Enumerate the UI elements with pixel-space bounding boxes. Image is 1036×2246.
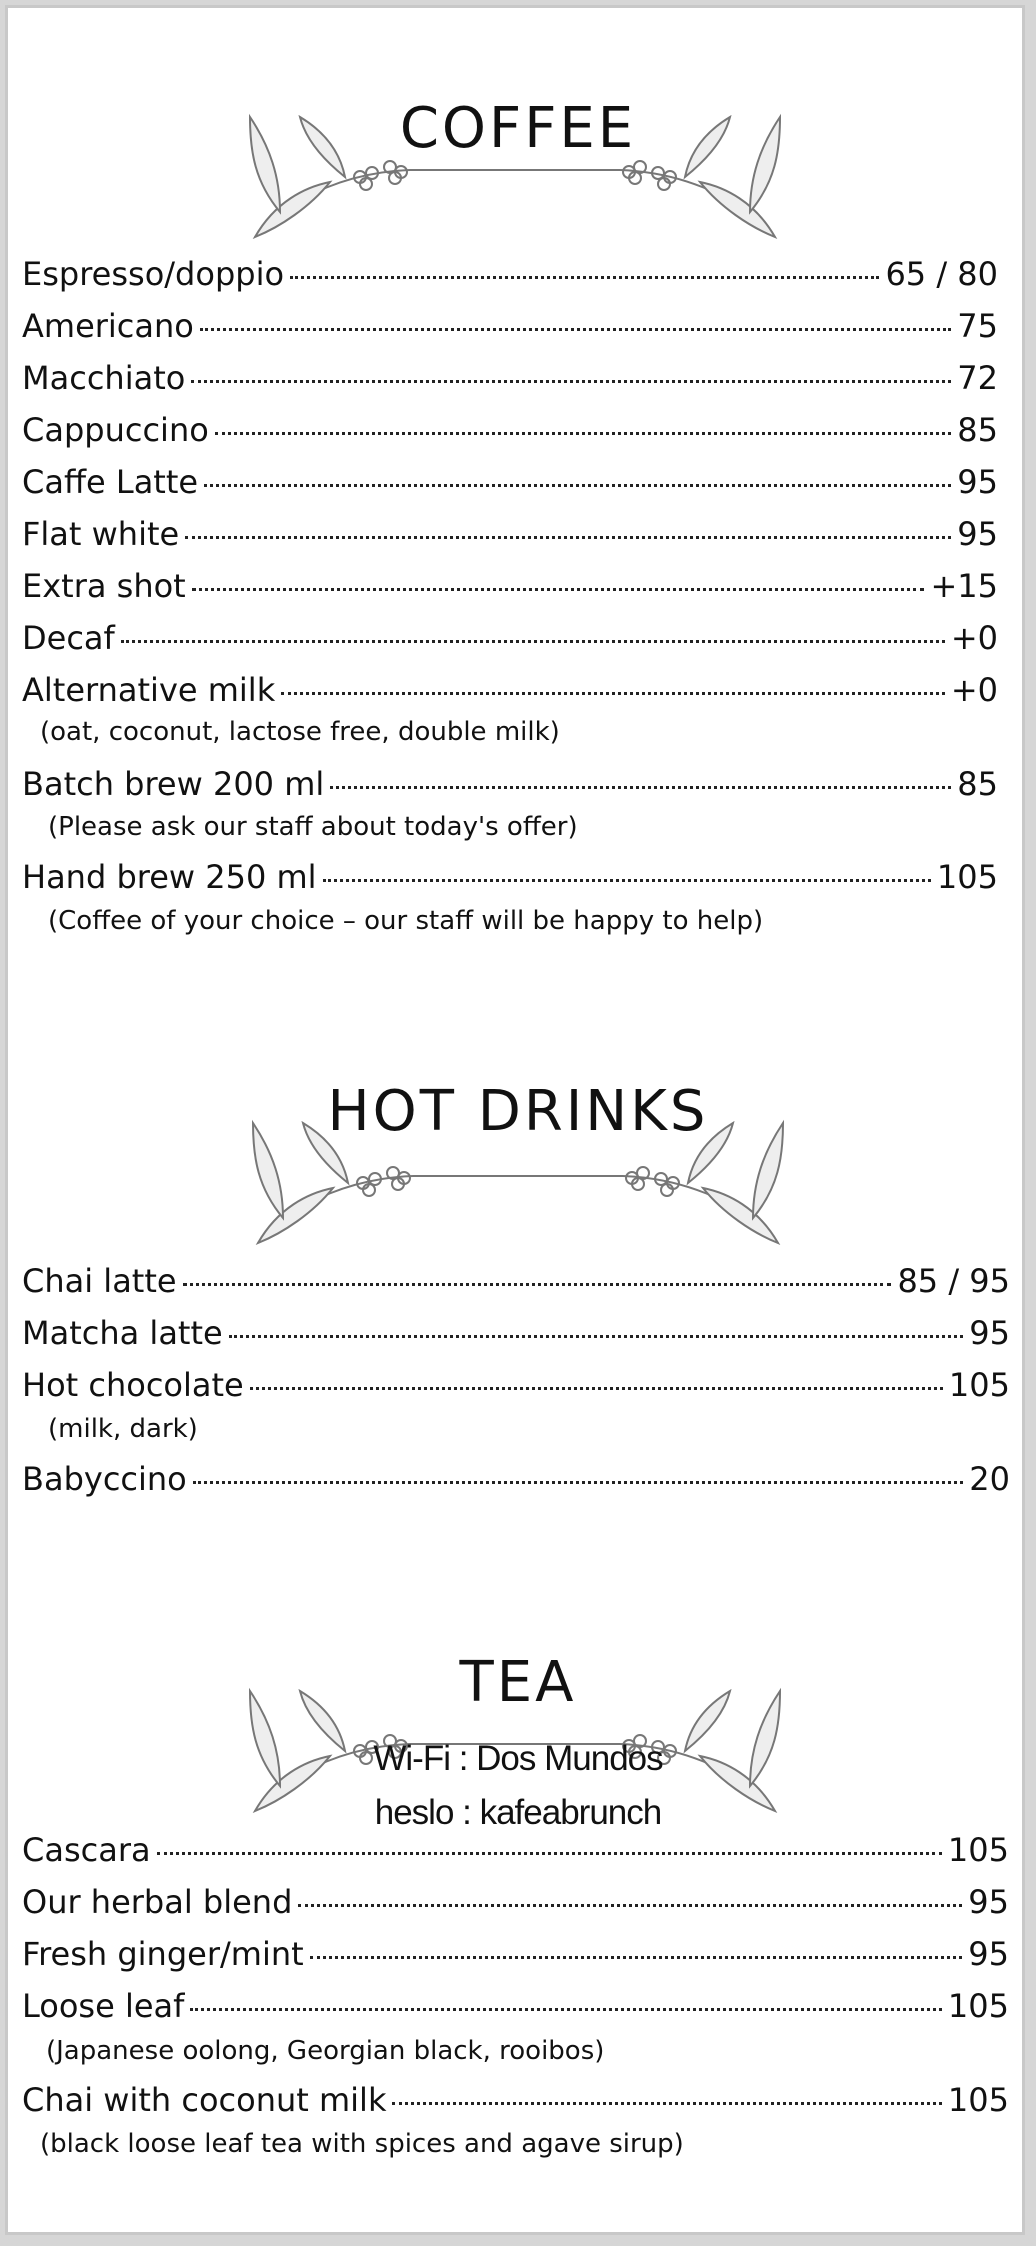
item-name: Espresso/doppio — [22, 255, 285, 293]
item-price: 105 — [947, 2081, 1009, 2119]
wifi-password: heslo : kafeabrunch — [374, 1793, 662, 1832]
item-name: Matcha latte — [22, 1314, 223, 1352]
menu-item — [22, 254, 998, 294]
menu-item — [22, 462, 998, 502]
item-name: Batch brew 200 ml — [22, 765, 325, 803]
item-name: Flat white — [22, 515, 180, 553]
item-note: (Coffee of your choice – our staff will be happy to help) — [48, 906, 764, 936]
dot-leader — [229, 1335, 964, 1338]
menu-item — [22, 1830, 1009, 1870]
item-name: Extra shot — [22, 567, 186, 605]
dot-leader — [121, 640, 945, 643]
dot-leader — [193, 1481, 964, 1484]
item-price: 85 — [957, 411, 998, 449]
dot-leader — [323, 879, 931, 882]
item-name: Caffe Latte — [22, 463, 199, 501]
item-name: Our herbal blend — [22, 1883, 293, 1921]
menu-item — [22, 618, 998, 658]
item-price: 85 — [957, 765, 998, 803]
menu-item — [22, 566, 998, 606]
menu-item — [22, 857, 998, 897]
item-price: 95 — [968, 1935, 1009, 1973]
item-name: Decaf — [22, 619, 115, 657]
item-name: Loose leaf — [22, 1987, 185, 2025]
item-name: Chai latte — [22, 1262, 177, 1300]
item-name: Cappuccino — [22, 411, 209, 449]
dot-leader — [281, 692, 945, 695]
menu-item — [22, 1261, 1010, 1301]
item-name: Americano — [22, 307, 194, 345]
menu-item — [22, 1934, 1009, 1974]
item-price: +0 — [950, 671, 998, 709]
item-price: 105 — [936, 858, 998, 896]
item-name: Cascara — [22, 1831, 151, 1869]
dot-leader — [330, 786, 951, 789]
dot-leader — [250, 1387, 943, 1390]
item-price: 95 — [957, 463, 998, 501]
item-price: 20 — [969, 1460, 1010, 1498]
tea-section-title: TEA — [459, 1650, 577, 1715]
menu-item — [22, 306, 998, 346]
menu-item — [22, 1986, 1009, 2026]
item-name: Hot chocolate — [22, 1366, 244, 1404]
menu-item — [22, 1313, 1010, 1353]
coffee-section-title: COFFEE — [399, 96, 637, 161]
menu-item — [22, 1882, 1009, 1922]
item-note: (black loose leaf tea with spices and agave sirup) — [40, 2129, 684, 2159]
dot-leader — [183, 1283, 892, 1286]
dot-leader — [392, 2102, 941, 2105]
dot-leader — [191, 380, 951, 383]
item-price: +0 — [950, 619, 998, 657]
menu-item — [22, 358, 998, 398]
item-note: (Please ask our staff about today's offer) — [48, 812, 578, 842]
menu-item — [22, 764, 998, 804]
item-price: +15 — [930, 567, 998, 605]
menu-item — [22, 1459, 1010, 1499]
item-price: 95 — [968, 1883, 1009, 1921]
item-name: Alternative milk — [22, 671, 276, 709]
dot-leader — [200, 328, 951, 331]
item-name: Babyccino — [22, 1460, 187, 1498]
dot-leader — [310, 1956, 963, 1959]
wifi-name: Wi-Fi : Dos Mundos — [373, 1739, 663, 1778]
item-price: 105 — [948, 1366, 1010, 1404]
item-note: (milk, dark) — [48, 1414, 198, 1444]
dot-leader — [190, 2008, 942, 2011]
item-price: 75 — [957, 307, 998, 345]
item-price: 95 — [969, 1314, 1010, 1352]
item-price: 85 / 95 — [897, 1262, 1010, 1300]
dot-leader — [298, 1904, 962, 1907]
item-price: 105 — [947, 1987, 1009, 2025]
item-name: Macchiato — [22, 359, 186, 397]
menu-item — [22, 410, 998, 450]
item-price: 65 / 80 — [885, 255, 998, 293]
dot-leader — [290, 276, 879, 279]
item-note: (oat, coconut, lactose free, double milk) — [40, 717, 560, 747]
coffee-branch-icon — [238, 1118, 798, 1248]
dot-leader — [185, 536, 951, 539]
item-price: 105 — [947, 1831, 1009, 1869]
coffee-branch-icon — [235, 112, 795, 242]
item-name: Fresh ginger/mint — [22, 1935, 304, 1973]
dot-leader — [192, 588, 925, 591]
item-name: Hand brew 250 ml — [22, 858, 317, 896]
item-name: Chai with coconut milk — [22, 2081, 387, 2119]
hot-drinks-section-title: HOT DRINKS — [327, 1079, 709, 1144]
dot-leader — [157, 1852, 942, 1855]
dot-leader — [204, 484, 951, 487]
item-price: 95 — [957, 515, 998, 553]
item-note: (Japanese oolong, Georgian black, rooibos) — [46, 2036, 605, 2066]
menu-item — [22, 514, 998, 554]
item-price: 72 — [957, 359, 998, 397]
menu-item — [22, 670, 998, 710]
dot-leader — [215, 432, 951, 435]
menu-item — [22, 1365, 1010, 1405]
menu-item — [22, 2080, 1009, 2120]
